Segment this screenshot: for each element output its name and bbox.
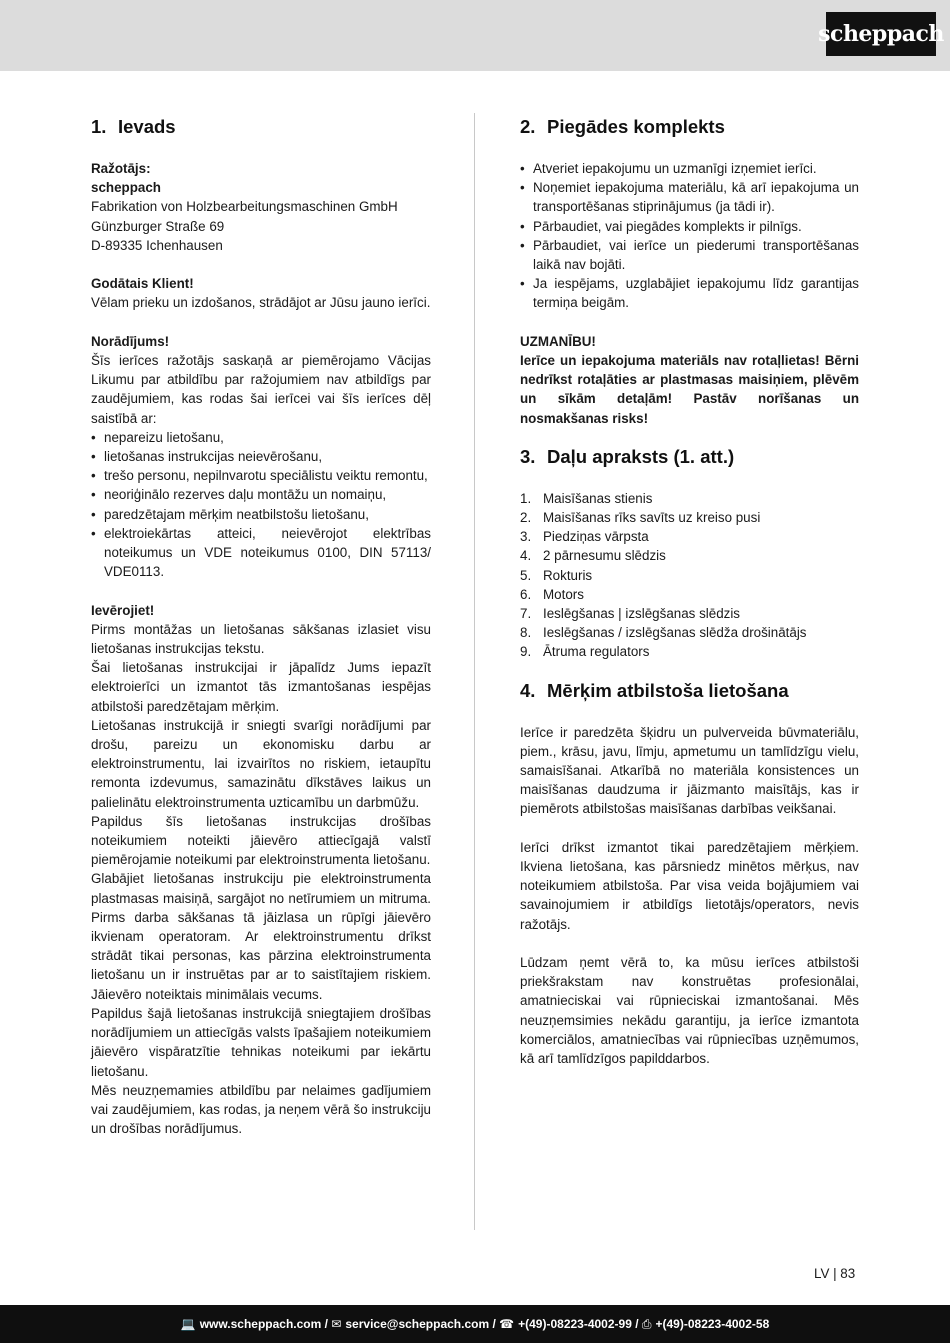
- scheppach-logo: scheppach: [826, 12, 936, 56]
- page-number: LV | 83: [814, 1266, 856, 1281]
- header-band: [0, 0, 950, 71]
- observe-paragraph: Glabājiet lietošanas instrukciju pie elektroinstrumenta plastmasas maisiņā, sargājot no netīrumiem un mitruma. Pirms darba sākšanas tā jāizlasa un rūpīgi jāievēro ikvienam operatoram. Ar elektroinstrumentu drīkst strādāt tikai personas, kas pārzina elektroinstrumenta lietošanu un ir instruētas par ar to saistītajiem riskiem. Jāievēro noteiktais minimālais vecums.: [91, 871, 431, 1002]
- envelope-icon: ✉: [331, 1317, 342, 1331]
- list-item: 4. 2 pārnesumu slēdzis: [520, 548, 666, 564]
- use-paragraph: Ierīce ir paredzēta šķidru un pulverveida būvmateriālu, piem., krāsu, javu, līmju, apmetumu un tamlīdzīgu vielu, samaisīšanai. Atkarībā no materiāla konsistences un maisīšanas daudzuma ir jāizmanto maisītājs, kas ir piemērots atbilstošas maisīšanas darbības veikšanai.: [520, 724, 859, 817]
- observe-paragraph: Mēs neuzņemamies atbildību par nelaimes gadījumiem vai zaudējumiem, kas rodas, ja neņem vērā šo instrukciju un drošības norādījumus.: [91, 1082, 431, 1137]
- list-item: 7. Ieslēgšanas | izslēgšanas slēdzis: [520, 606, 741, 622]
- list-item: • Ja iespējams, uzglabājiet iepakojumu līdz garantijas termiņa beigām.: [520, 274, 859, 312]
- list-item: • Atveriet iepakojumu un uzmanīgi izņemiet ierīci.: [520, 159, 859, 178]
- observe-paragraph: Šai lietošanas instrukcijai ir jāpalīdz Jums iepazīt elektroierīci un izmantot tās izmantošanas iespējas atbilstoši paredzētajam mērķim.: [91, 660, 431, 714]
- list-item: • lietošanas instrukcijas neievērošanu,: [91, 447, 431, 466]
- address-line: Günzburger Straße 69: [91, 218, 225, 234]
- observe-paragraph: Pirms montāžas un lietošanas sākšanas izlasiet visu lietošanas instrukcijas tekstu.: [91, 621, 431, 657]
- list-item: • Pārbaudiet, vai ierīce un piederumi transportēšanas laikā nav bojāti.: [520, 236, 859, 274]
- greeting-text: Vēlam prieku un izdošanos, strādājot ar Jūsu jauno ierīci.: [91, 295, 431, 311]
- address-line: D-89335 Ichenhausen: [91, 237, 223, 253]
- list-item: • neoriģinālo rezerves daļu montāžu un nomaiņu,: [91, 485, 431, 504]
- list-item: • elektroiekārtas atteici, neievērojot elektrības noteikumus un VDE noteikumus 0100, DIN 57113/ VDE0113.: [91, 524, 431, 582]
- right-column: [520, 114, 859, 1068]
- section-title-parts: 3. Daļu apraksts (1. att.): [520, 445, 735, 467]
- footer-web: www.scheppach.com /: [199, 1317, 328, 1331]
- column-divider: [474, 113, 475, 1230]
- list-item: • paredzētajam mērķim neatbilstošu lietošanu,: [91, 505, 431, 524]
- manufacturer-label: Ražotājs:: [91, 161, 151, 176]
- section-title-intended-use: 4. Mērķim atbilstoša lietošana: [520, 679, 789, 701]
- parts-list: [520, 489, 859, 662]
- notice-list: [91, 428, 431, 582]
- list-item: 6. Motors: [520, 586, 584, 602]
- footer-phone: +(49)-08223-4002-99 /: [518, 1317, 639, 1331]
- left-column: [91, 114, 431, 1138]
- observe-paragraph: Papildus šīs lietošanas instrukcijas drošības noteikumiem noteikti jāievēro attiecīgajā valstī piemērojamie noteikumi par elektroinstrumenta lietošanu.: [91, 813, 431, 868]
- delivery-list: [520, 159, 859, 313]
- manufacturer-name: scheppach: [91, 180, 161, 196]
- list-item: • Pārbaudiet, vai piegādes komplekts ir pilnīgs.: [520, 217, 859, 236]
- observe-title: Ievērojiet!: [91, 602, 155, 618]
- warning-text: Ierīce un iepakojuma materiāls nav rotaļlietas! Bērni nedrīkst rotaļāties ar plastmasas maisiņiem, plēvēm un sīkām detaļām! Pastāv norīšanas un nosmakšanas risks!: [520, 353, 859, 426]
- list-item: • nepareizu lietošanu,: [91, 428, 431, 447]
- notice-title: Norādījums!: [91, 333, 170, 349]
- fax-icon: ⎙: [641, 1316, 652, 1331]
- phone-icon: ☎: [499, 1317, 515, 1331]
- notice-text: Šīs ierīces ražotājs saskaņā ar piemērojamo Vācijas Likumu par atbildību par ražojumiem nav atbildīgs par zaudējumiem, kas rodas šai ierīcei vai šīs ierīces dēļ saistībā ar:: [91, 353, 431, 426]
- list-item: • Noņemiet iepakojuma materiālu, kā arī iepakojuma un transportēšanas stiprinājumus (ja tādi ir).: [520, 178, 859, 216]
- list-item: 2. Maisīšanas rīks savīts uz kreiso pusi: [520, 510, 761, 526]
- observe-paragraph: Lietošanas instrukcijā ir sniegti svarīgi norādījumi par drošu, pareizu un ekonomisku darbu ar elektroinstrumentu, lai izvairītos no riskiem, ietaupītu remonta izdevumus, samazinātu dīkstāves laikus un palielinātu elektroinstrumenta uzticamību un darbmūžu.: [91, 717, 431, 810]
- use-paragraph: Lūdzam ņemt vērā to, ka mūsu ierīces atbilstoši priekšrakstam nav konstruētas profesionālai, amatnieciskai vai rūpnieciskai izmantošanai. Mēs neuzņemsimies nekādu garantiju, ja ierīce izmantota komerciālos, amatniecības vai rūpniecības uzņēmumos, kā arī tamlīdzīgos papilddarbos.: [520, 955, 859, 1067]
- list-item: 9. Ātruma regulators: [520, 644, 650, 660]
- list-item: 5. Rokturis: [520, 567, 593, 583]
- computer-icon: 💻: [180, 1317, 196, 1331]
- warning-title: UZMANĪBU!: [520, 333, 596, 349]
- section-title-introduction: 1. Ievads: [91, 116, 176, 137]
- greeting-title: Godātais Klient!: [91, 276, 194, 292]
- footer-email: service@scheppach.com /: [345, 1317, 496, 1331]
- list-item: • trešo personu, nepilnvarotu speciālistu veiktu remontu,: [91, 466, 431, 485]
- section-title-delivery: 2. Piegādes komplekts: [520, 116, 725, 137]
- footer-band: [0, 1305, 950, 1343]
- list-item: 8. Ieslēgšanas / izslēgšanas slēdža drošinātājs: [520, 625, 807, 641]
- observe-paragraph: Papildus šajā lietošanas instrukcijā sniegtajiem drošības norādījumiem un attiecīgās valsts īpašajiem noteikumiem jāievēro vispāratzītie tehnikas noteikumi par iekārtu lietošanu.: [91, 1005, 431, 1079]
- use-paragraph: Ierīci drīkst izmantot tikai paredzētajiem mērķiem. Ikviena lietošana, kas pārsniedz minētos mērķus, nav noteikumiem atbilstoša. Par visa veida bojājumiem vai savainojumiem ir atbildīgs lietotājs/operators, nevis ražotājs.: [520, 839, 859, 932]
- list-item: 3. Piedziņas vārpsta: [520, 529, 649, 545]
- address-line: Fabrikation von Holzbearbeitungsmaschinen GmbH: [91, 199, 398, 215]
- footer-fax: +(49)-08223-4002-58: [655, 1317, 770, 1331]
- list-item: 1. Maisīšanas stienis: [520, 490, 653, 506]
